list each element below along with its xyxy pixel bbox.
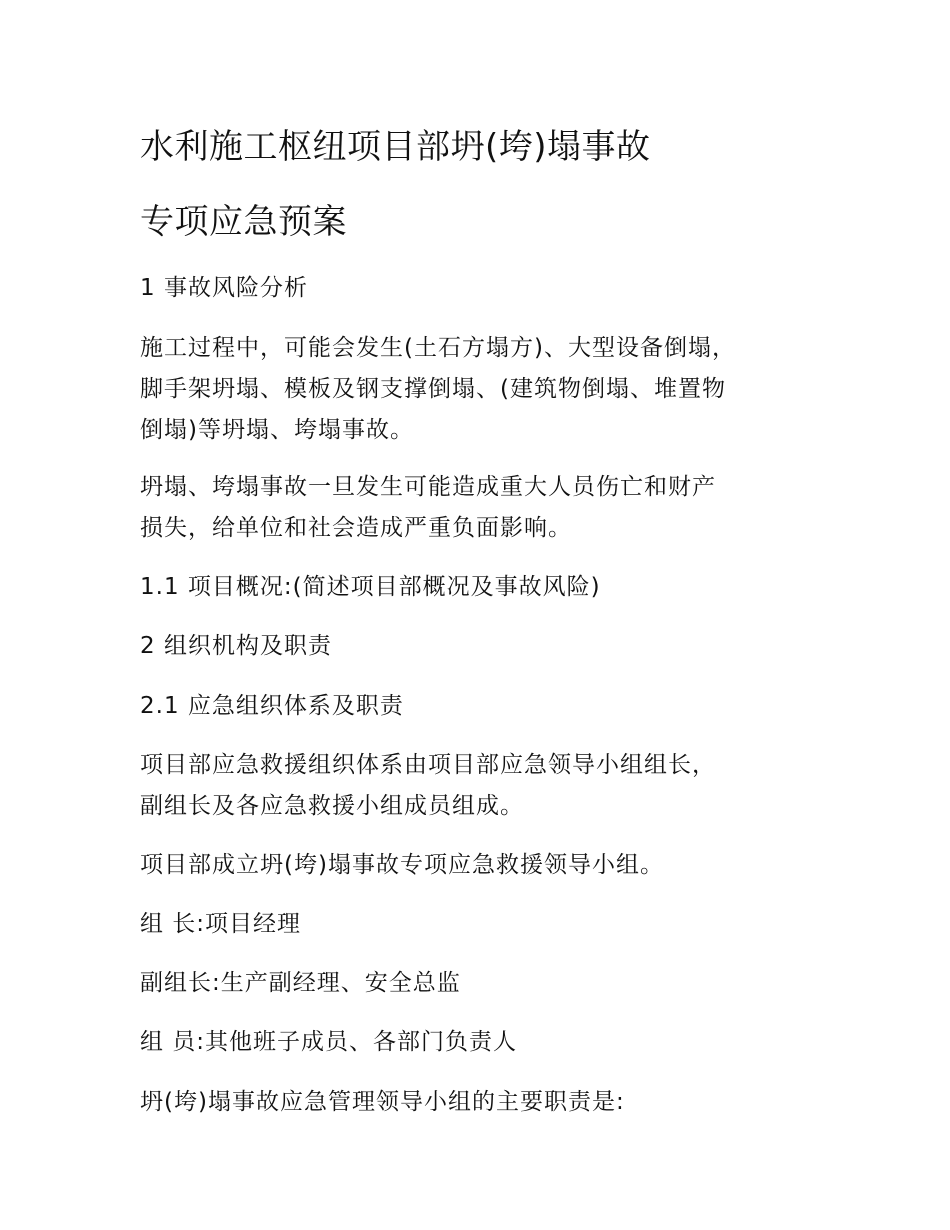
- paragraph-line: 项目部应急救援组织体系由项目部应急领导小组组长，: [140, 752, 716, 778]
- paragraph-line: 坍塌、垮塌事故一旦发生可能造成重大人员伤亡和财产: [140, 474, 716, 500]
- paragraph-organization: [140, 745, 820, 827]
- section-heading-1: 1 事故风险分析: [140, 275, 308, 301]
- document-title-line-2: 专项应急预案: [140, 202, 347, 242]
- paragraph-leadership-group: 项目部成立坍(垮)塌事故专项应急救援领导小组。: [140, 852, 664, 878]
- paragraph-line: 损失，给单位和社会造成严重负面影响。: [140, 515, 572, 541]
- document-page: [140, 0, 820, 1230]
- role-deputy-leader: 副组长:生产副经理、安全总监: [140, 970, 461, 996]
- role-members: 组 员:其他班子成员、各部门负责人: [140, 1029, 518, 1055]
- paragraph-line: 施工过程中，可能会发生(土石方塌方)、大型设备倒塌，: [140, 335, 736, 361]
- section-heading-2: 2 组织机构及职责: [140, 633, 332, 659]
- paragraph-line: 脚手架坍塌、模板及钢支撑倒塌、(建筑物倒塌、堆置物: [140, 376, 726, 402]
- paragraph-risk-analysis: [140, 328, 820, 451]
- section-heading-1-1: 1.1 项目概况:(简述项目部概况及事故风险): [140, 574, 601, 600]
- paragraph-line: 倒塌)等坍塌、垮塌事故。: [140, 417, 414, 443]
- paragraph-line: 副组长及各应急救援小组成员组成。: [140, 793, 524, 819]
- role-leader: 组 长:项目经理: [140, 911, 302, 937]
- document-title-line-1: 水利施工枢纽项目部坍(垮)塌事故: [140, 127, 651, 167]
- paragraph-main-duties: 坍(垮)塌事故应急管理领导小组的主要职责是:: [140, 1089, 625, 1115]
- section-heading-2-1: 2.1 应急组织体系及职责: [140, 693, 404, 719]
- paragraph-consequences: [140, 467, 820, 549]
